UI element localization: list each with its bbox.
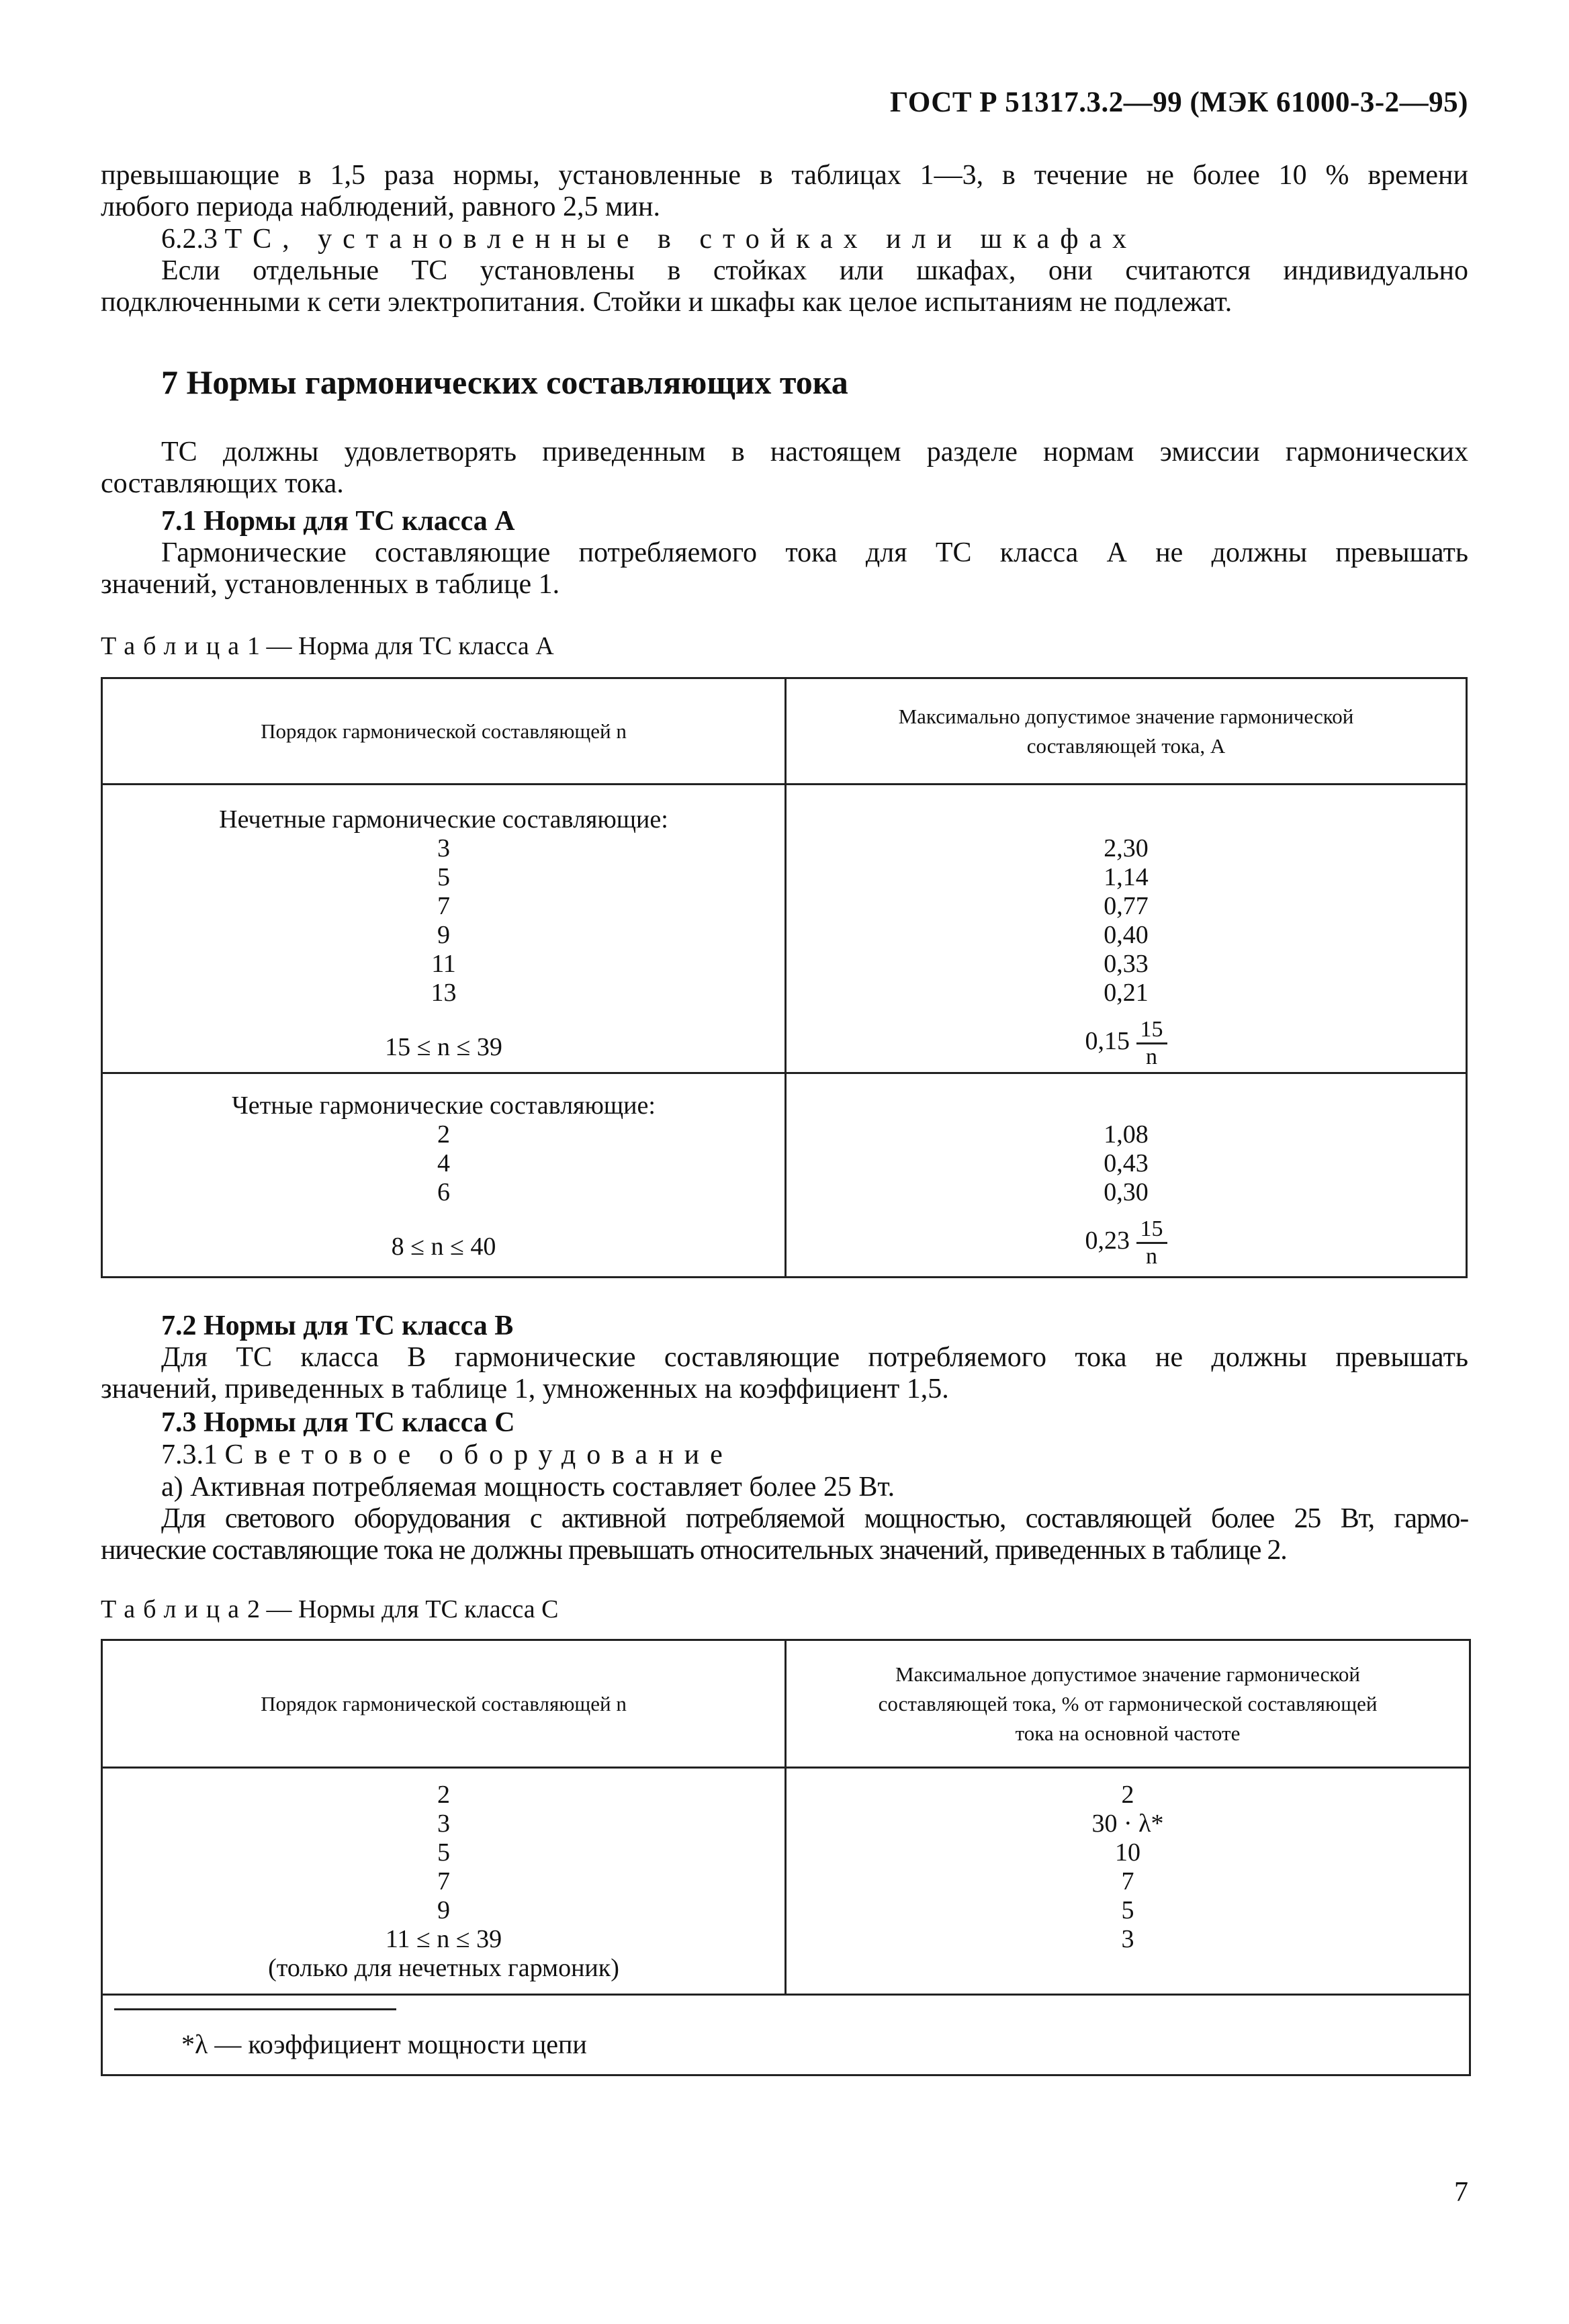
text-line: Для светового оборудования с активной потребляемой мощностью, составляющей более 25 Вт, гармо-: [161, 1503, 1468, 1534]
limit-value: 0,43: [1104, 1149, 1149, 1177]
subsection-6-2-3-paragraph: [101, 255, 1468, 318]
limit-value: 2: [1121, 1781, 1134, 1809]
table-header-cell: [786, 678, 1467, 785]
intro-paragraph: [101, 160, 1468, 223]
table-data-row: [102, 1768, 1470, 1995]
limit-value: 3: [1121, 1925, 1134, 1953]
order-value: 2: [437, 1781, 450, 1809]
limit-value: 7: [1121, 1867, 1134, 1895]
table-cell: [102, 1768, 786, 1995]
table-2-caption: [101, 1595, 559, 1624]
header-line: составляющей тока, % от гармонической составляющей: [878, 1691, 1378, 1715]
header-line: Максимальное допустимое значение гармонической: [895, 1662, 1360, 1686]
page-number: 7: [1454, 2177, 1468, 2208]
text-line: Если отдельные ТС установлены в стойках или шкафах, они считаются индивидуально: [161, 255, 1468, 286]
order-value: 2: [437, 1120, 450, 1149]
table-row-odd: [102, 785, 1467, 1073]
caption-prefix: Таблица: [101, 632, 248, 660]
limit-value: 0,77: [1104, 892, 1149, 920]
text-line: составляющих тока.: [101, 468, 344, 499]
order-note: (только для нечетных гармоник): [268, 1954, 619, 1982]
order-value: 5: [437, 1838, 450, 1867]
caption-text: 2 — Нормы для ТС класса С: [247, 1595, 559, 1623]
group-heading: Четные гармонические составляющие:: [232, 1091, 656, 1120]
fraction-numerator: 15: [1136, 1216, 1167, 1244]
order-value: 3: [437, 1809, 450, 1838]
table-2: [101, 1639, 1471, 2076]
order-value: 3: [437, 834, 450, 862]
order-value: 9: [437, 921, 450, 949]
order-value: 13: [431, 979, 457, 1007]
table-header-cell: [786, 1640, 1470, 1768]
list-item-a: а) Активная потребляемая мощность составляет более 25 Вт.: [161, 1472, 895, 1503]
order-value: 11: [431, 950, 456, 978]
text-line: ТС должны удовлетворять приведенным в настоящем разделе нормам эмиссии гармонических: [161, 437, 1468, 467]
table-2-footnote: *λ — коэффициент мощности цепи: [181, 2029, 587, 2059]
formula-coefficient: 0,15: [1085, 1027, 1130, 1056]
order-value: 7: [437, 1867, 450, 1895]
subsection-7-3-heading: 7.3 Нормы для ТС класса С: [161, 1407, 515, 1438]
subsection-7-1-heading: 7.1 Нормы для ТС класса А: [161, 506, 515, 537]
table-1-caption: [101, 631, 554, 661]
section-number: 7.3.1: [161, 1439, 218, 1470]
caption-text: 1 — Норма для ТС класса А: [247, 632, 554, 660]
section-title: Световое оборудование: [224, 1439, 733, 1470]
table-cell: [786, 1073, 1467, 1278]
order-value: 7: [437, 892, 450, 920]
subsection-7-3-1-paragraph: [101, 1503, 1468, 1566]
footnote-divider: [114, 2008, 396, 2010]
table-row-even: [102, 1073, 1467, 1278]
limit-value: 30 · λ*: [1091, 1809, 1164, 1838]
group-heading: Нечетные гармонические составляющие:: [219, 805, 668, 834]
text-line: значений, установленных в таблице 1.: [101, 569, 560, 600]
table-cell: [786, 1768, 1470, 1995]
section-number: 6.2.3: [161, 224, 218, 255]
table-header-row: [102, 1640, 1470, 1768]
text-line: превышающие в 1,5 раза нормы, установленные в таблицах 1—3, в течение не более 10 % времени: [101, 160, 1468, 191]
section-7-paragraph: [101, 437, 1468, 500]
table-header-cell: Порядок гармонической составляющей n: [102, 678, 786, 785]
formula-fraction: [1136, 1017, 1167, 1070]
text-line: Гармонические составляющие потребляемого тока для ТС класса А не должны превышать: [161, 537, 1468, 568]
header-line: составляющей тока, А: [1026, 733, 1226, 758]
order-value: 5: [437, 863, 450, 891]
table-header-row: [102, 678, 1467, 785]
text-line: значений, приведенных в таблице 1, умноженных на коэффициент 1,5.: [101, 1374, 949, 1404]
limit-formula: [787, 1216, 1466, 1269]
order-value: 4: [437, 1149, 450, 1177]
page-header: ГОСТ Р 51317.3.2—99 (МЭК 61000-3-2—95): [890, 87, 1468, 118]
limit-value: 0,30: [1104, 1178, 1149, 1206]
fraction-numerator: 15: [1136, 1017, 1167, 1044]
order-value: 9: [437, 1896, 450, 1924]
header-line: тока на основной частоте: [1015, 1721, 1241, 1745]
table-1: [101, 677, 1468, 1278]
limit-value: 2,30: [1104, 834, 1149, 862]
fraction-denominator: n: [1146, 1244, 1157, 1269]
text-line: Для ТС класса В гармонические составляющие потребляемого тока не должны превышать: [161, 1342, 1468, 1373]
section-7-heading: 7 Нормы гармонических составляющих тока: [161, 363, 848, 401]
fraction-denominator: n: [1146, 1044, 1157, 1069]
limit-value: 10: [1115, 1838, 1140, 1867]
caption-prefix: Таблица: [101, 1595, 248, 1623]
formula-fraction: [1136, 1216, 1167, 1269]
limit-value: 0,21: [1104, 979, 1149, 1007]
subsection-7-2-heading: 7.2 Нормы для ТС класса В: [161, 1310, 514, 1341]
table-cell: [102, 1073, 786, 1278]
order-value: 6: [437, 1178, 450, 1206]
limit-formula: [787, 1017, 1466, 1070]
order-range: 11 ≤ n ≤ 39: [385, 1925, 502, 1953]
order-range: 15 ≤ n ≤ 39: [385, 1033, 502, 1061]
limit-value: 0,40: [1104, 921, 1149, 949]
section-title: ТС, установленные в стойках или шкафах: [224, 224, 1138, 255]
table-cell: [786, 785, 1467, 1073]
subsection-7-3-1-heading: [161, 1439, 733, 1471]
table-cell: [102, 785, 786, 1073]
text-line: любого периода наблюдений, равного 2,5 мин.: [101, 191, 661, 222]
formula-coefficient: 0,23: [1085, 1226, 1130, 1255]
limit-value: 5: [1121, 1896, 1134, 1924]
limit-value: 1,14: [1104, 863, 1149, 891]
text-line: подключенными к сети электропитания. Стойки и шкафы как целое испытаниям не подлежат.: [101, 287, 1232, 318]
subsection-7-1-paragraph: [101, 537, 1468, 600]
text-line: нические составляющие тока не должны превышать относительных значений, приведенных в таблице 2.: [101, 1535, 1287, 1566]
limit-value: 0,33: [1104, 950, 1149, 978]
header-line: Максимально допустимое значение гармонической: [898, 704, 1354, 728]
limit-value: 1,08: [1104, 1120, 1149, 1149]
order-range: 8 ≤ n ≤ 40: [391, 1233, 496, 1261]
table-header-cell: Порядок гармонической составляющей n: [102, 1640, 786, 1768]
subsection-7-2-paragraph: [101, 1342, 1468, 1405]
subsection-6-2-3-heading: [161, 223, 1137, 255]
